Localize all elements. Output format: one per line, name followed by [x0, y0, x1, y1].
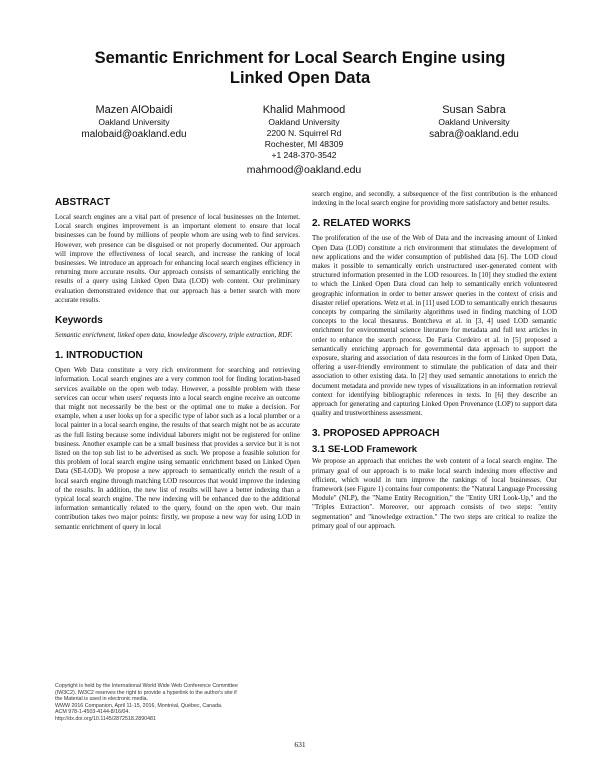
copyright-line: Copyright is held by the International World Wide Web Conference Committee — [55, 683, 238, 689]
author-affiliation: Oakland University — [268, 117, 340, 127]
author-address-city: Rochester, MI 48309 — [264, 139, 344, 149]
author-name: Khalid Mahmood — [262, 104, 346, 116]
copyright-line: the Material is used in electronic media. — [55, 696, 149, 703]
author-affiliation: Oakland University — [438, 117, 510, 127]
author-name: Susan Sabra — [442, 104, 506, 116]
related-work-heading: 2. RELATED WORKS — [312, 218, 411, 230]
abstract-heading: ABSTRACT — [55, 197, 110, 208]
author-block-1 — [49, 103, 219, 141]
framework-subheading: 3.1 SE-LOD Framework — [312, 444, 418, 456]
introduction-heading: 1. INTRODUCTION — [55, 350, 143, 362]
copyright-notice — [55, 683, 300, 723]
left-column — [55, 190, 300, 534]
author-phone: +1 248-370-3542 — [271, 150, 337, 160]
author-email: mahmood@oakland.edu — [246, 164, 362, 176]
author-block-3 — [389, 103, 559, 141]
copyright-doi-link[interactable]: http://dx.doi.org/10.1145/2872518.2890481 — [55, 715, 156, 722]
abstract-text: Local search engines are a vital part of presence of local businesses on the Internet. Local search engines improvement is an important element to ensure that local businesses can be found by millions of people whom are using web to find services. However, web presence can be disguised or not properly documented. Our approach will improve the effectiveness of local search, and increase the ranking of local businesses. We introduce an approach for enhancing local search engines efficiency in returning more accurate results. Our approach consists of semantically enriching the results of a query using Linked Open Data (LOD) web content. Our preliminary evaluation demonstrated evidence that our approach has a better search with more accurate results. — [55, 213, 300, 304]
framework-text: We propose an approach that enriches the web content of a local search engine. The primary goal of our approach is to make local search indexing more effective and efficient, which would in turn improve the rankings of local businesses. Our framework (see Figure 1) contains four components: the "Natural Language Processing Module" (NLP), the "Name Entity Recognition," the "Entity URI Look-Up," and the "Triples Extraction". Moreover, our approach consists of two steps: "entity segmentation" and "knowledge extraction." The two steps are critical to realize the primary goal of our approach. — [312, 457, 557, 530]
title-line-2: Linked Open Data — [229, 69, 371, 87]
copyright-line: ACM 978-1-4503-4144-8/16/04. — [55, 709, 130, 716]
page-number: 631 — [294, 740, 306, 749]
introduction-text: Open Web Data constitute a very rich environment for searching and retrieving information. Local search engines are a very common tool for finding location-based services available on the open web today. However, a possible problem with these services can occur when users' requests into a local search engine receive an outcome that might not necessarily be the best or the optimal one to make a decision. For example, when a user looks up for a specific type of labor such as a local plumber or a local painter in a local search engine, the results of that search might not be as accurate as the full listing because some individual laborers might not be registered for online business. Another example can be a small business that provides a service but it is not listed on the top sub list to be advertised as such. We propose a feasible solution for this problem of local search engine using semantic enrichment based on Linked Open Data (SE-LOD). We propose a new approach to semantically enrich the result of a local search engine through matching LOD resources that would improve the indexing of the results. In addition, the new list of results will have a better indexing than a typical local search engine. The new indexing will be enhanced due to the additional information semantically related to the query, found on the open web. Our main contribution takes two major points: firstly, we propose a new way for using LOD in semantic enrichment of query in local — [55, 366, 300, 531]
related-work-text: The proliferation of the use of the Web of Data and the increasing amount of Linked Open Data (LOD) constitute a rich environment that stimulates the development of new applications and the wider consumption of published data [6]. The LOD cloud makes it possible to semantically enrich unstructured user-generated content with structured information presented in the LOD resources. In [10] they studied the extent to which the Linked Open Data cloud can help to semantically enrich volunteered geographic information in order to better answer queries in the context of crisis and disaster relief operations. Wetz et al. in [11] used LOD to semantically enrich thesaurus concepts by comparing the similarity algorithms used in finding matching of LOD concepts to the local thesaurus. Bontcheva et al. in [3, 4] used LOD semantic enrichment for environmental science literature for metadata and full text articles in order to enhance the search process. De Faria Cordeiro et al. in [5] proposed a semantically enriching approach for governmental data approach to support the exposure, sharing and association of data resources in the form of Linked Open Data, offering a user-friendly environment to stimulate the publication of data and their association to other existing data. In [2] they used semantic annotations to enrich the document metadata and provide new types of visualizations in an information retrieval context for identifying bibliographic references in texts. In [6] they describe an approach for generating and capturing Linked Open Provenance (LOP) to support data quality and trustworthiness assessment. — [312, 234, 557, 418]
author-block-2 — [219, 103, 389, 177]
copyright-line: WWW 2016 Companion, April 11-15, 2016, Montréal, Québec, Canada. — [55, 702, 223, 709]
author-name: Mazen AlObaidi — [95, 104, 173, 116]
keywords-heading: Keywords — [55, 315, 103, 327]
right-column — [312, 190, 557, 533]
author-email: malobaid@oakland.edu — [81, 129, 187, 140]
paper-title — [40, 48, 560, 88]
copyright-line: (IW3C2). IW3C2 reserves the right to provide a hyperlink to the author's site if — [55, 689, 237, 696]
author-affiliation: Oakland University — [98, 117, 170, 127]
author-address-street: 2200 N. Squirrel Rd — [266, 128, 342, 138]
introduction-continued-text: search engine, and secondly, a subsequence of the first contribution is the enhanced indexing in the local search engine for providing more satisfactory and better results. — [312, 190, 557, 208]
keywords-text: Semantic enrichment, linked open data, knowledge discovery, triple extraction, RDF. — [55, 331, 293, 340]
author-email: sabra@oakland.edu — [429, 129, 519, 140]
proposed-approach-heading: 3. PROPOSED APPROACH — [312, 428, 440, 440]
title-line-1: Semantic Enrichment for Local Search Engine using — [94, 49, 506, 67]
